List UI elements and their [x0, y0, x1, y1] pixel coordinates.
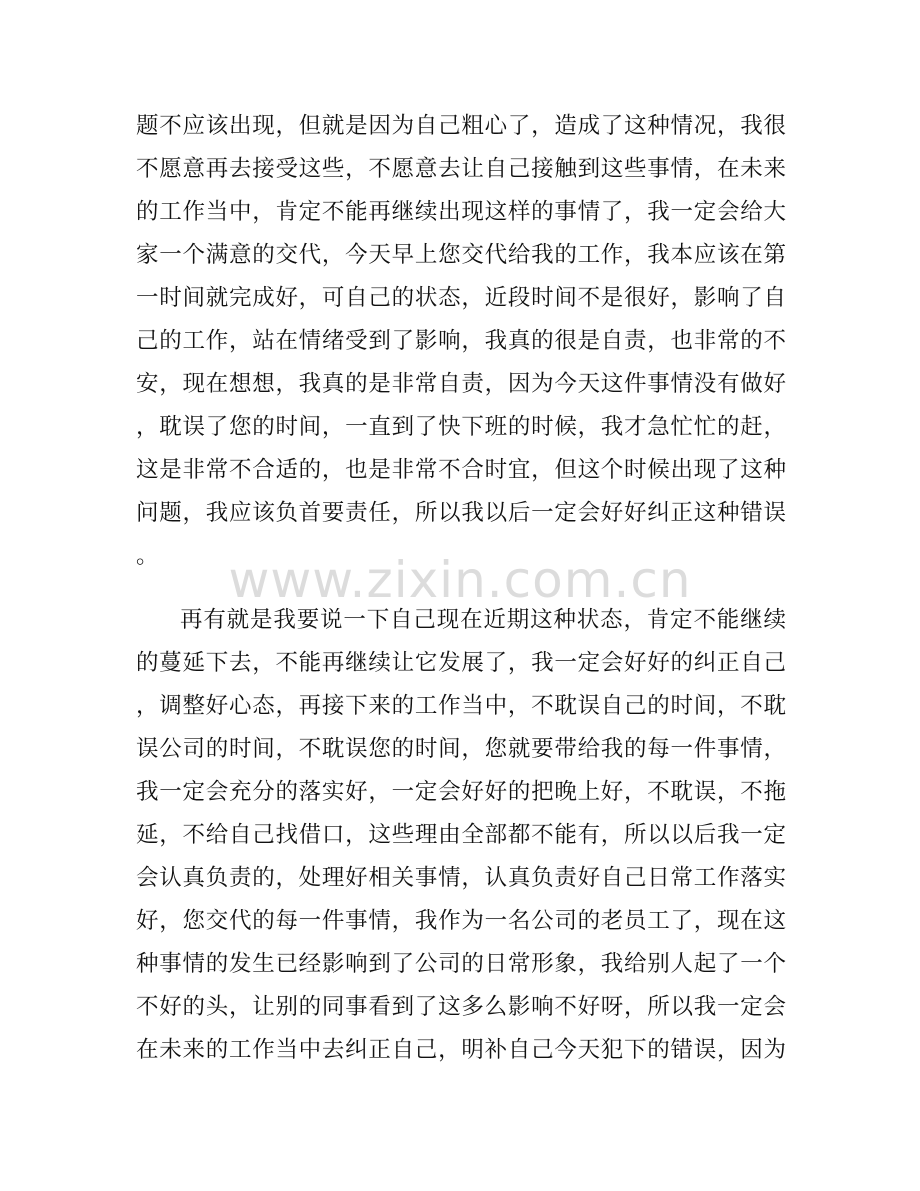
paragraph-line: 会认真负责的，处理好相关事情，认真负责好自己日常工作落实 — [136, 865, 786, 891]
paragraph-line: 在未来的工作当中去纠正自己，明补自己今天犯下的错误，因为 — [136, 1037, 786, 1063]
paragraph-line: ，耽误了您的时间，一直到了快下班的时候，我才急忙忙的赶， — [136, 414, 786, 440]
paragraph-line: 的工作当中，肯定不能再继续出现这样的事情了，我一定会给大 — [136, 199, 786, 225]
paragraph-line: 再有就是我要说一下自己现在近期这种状态，肯定不能继续 — [180, 607, 786, 633]
paragraph-line: 好，您交代的每一件事情，我作为一名公司的老员工了，现在这 — [136, 908, 786, 934]
paragraph-line: 己的工作，站在情绪受到了影响，我真的很是自责，也非常的不 — [136, 328, 786, 354]
paragraph-line: 不好的头，让别的同事看到了这多么影响不好呀，所以我一定会 — [136, 994, 786, 1020]
paragraph-line: 。 — [136, 543, 159, 569]
paragraph-line: 我一定会充分的落实好，一定会好好的把晚上好，不耽误，不拖 — [136, 779, 786, 805]
paragraph-line: 问题，我应该负首要责任，所以我以后一定会好好纠正这种错误 — [136, 500, 786, 526]
paragraph-line: 延，不给自己找借口，这些理由全部都不能有，所以以后我一定 — [136, 822, 786, 848]
paragraph-line: ，调整好心态，再接下来的工作当中，不耽误自己的时间，不耽 — [136, 693, 786, 719]
paragraph-line: 一时间就完成好，可自己的状态，近段时间不是很好，影响了自 — [136, 285, 786, 311]
paragraph-line: 安，现在想想，我真的是非常自责，因为今天这件事情没有做好 — [136, 371, 786, 397]
paragraph-line: 种事情的发生已经影响到了公司的日常形象，我给别人起了一个 — [136, 951, 786, 977]
paragraph-line: 误公司的时间，不耽误您的时间，您就要带给我的每一件事情， — [136, 736, 786, 762]
paragraph-line: 不愿意再去接受这些，不愿意去让自己接触到这些事情，在未来 — [136, 156, 786, 182]
paragraph-line: 的蔓延下去，不能再继续让它发展了，我一定会好好的纠正自己 — [136, 650, 786, 676]
watermark: www.zixin.com.cn — [228, 551, 692, 609]
paragraph-line: 家一个满意的交代，今天早上您交代给我的工作，我本应该在第 — [136, 242, 786, 268]
paragraph-line: 这是非常不合适的，也是非常不合时宜，但这个时候出现了这种 — [136, 457, 786, 483]
paragraph-line: 题不应该出现，但就是因为自己粗心了，造成了这种情况，我很 — [136, 113, 786, 139]
